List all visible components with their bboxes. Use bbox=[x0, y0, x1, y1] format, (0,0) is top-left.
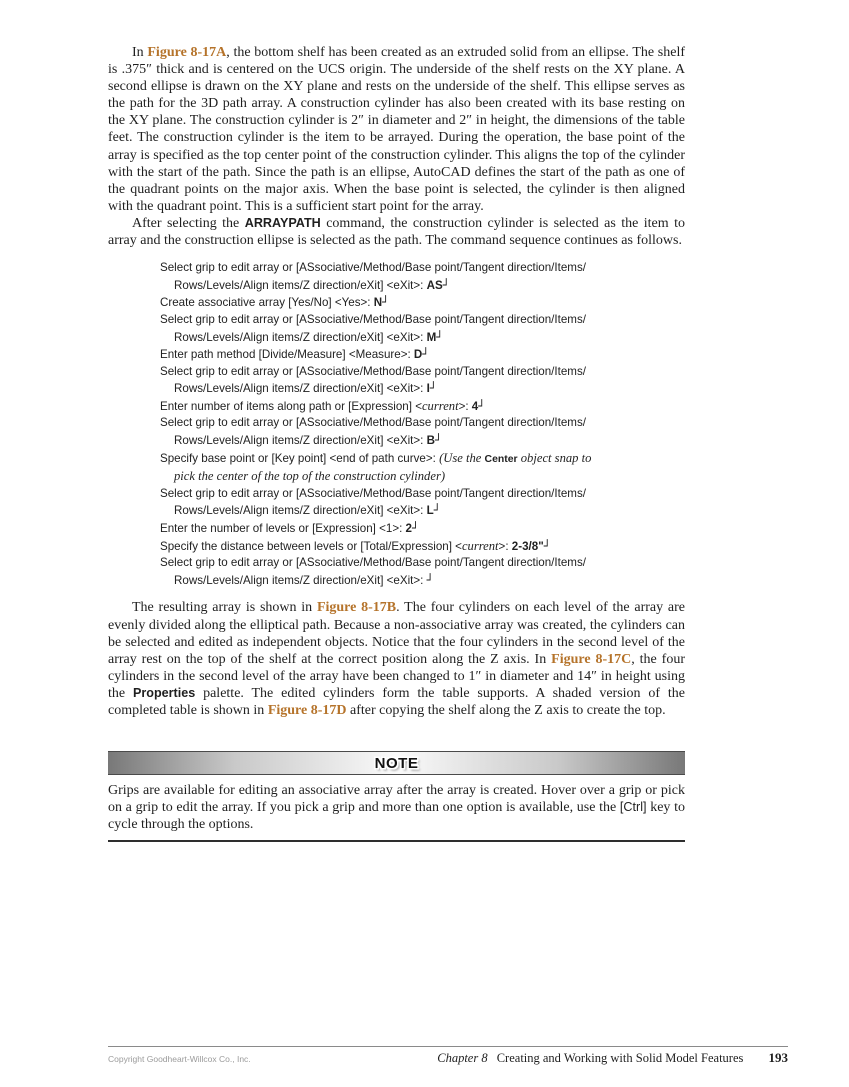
text-segment: Rows/Levels/Align items/Z direction/eXit] <eXit>: bbox=[174, 434, 427, 448]
command-line bbox=[160, 364, 685, 381]
text-segment: ┘ bbox=[436, 329, 444, 344]
text-segment: 2-3/8" bbox=[511, 539, 544, 553]
text-segment: Rows/Levels/Align items/Z direction/eXit] <eXit>: bbox=[174, 382, 427, 396]
resulting-array-paragraph bbox=[108, 599, 685, 719]
text-segment: (Use the bbox=[439, 450, 485, 465]
text-segment: Enter the number of levels or [Expression] <1>: bbox=[160, 522, 406, 536]
command-line bbox=[160, 398, 685, 416]
copyright-notice: Copyright Goodheart-Willcox Co., Inc. bbox=[108, 1054, 251, 1064]
arraypath-paragraph bbox=[108, 215, 685, 249]
text-segment: AS bbox=[426, 278, 443, 292]
text-segment: 4 bbox=[471, 399, 479, 413]
text-segment: ┘ bbox=[478, 398, 486, 413]
page-number: 193 bbox=[768, 1050, 788, 1065]
text-segment: 2 bbox=[405, 522, 412, 536]
text-segment: The resulting array is shown in bbox=[132, 600, 317, 616]
command-line bbox=[160, 260, 685, 277]
text-segment: ┘ bbox=[426, 572, 434, 587]
text-segment: pick the center of the top of the construction cylinder) bbox=[174, 469, 446, 484]
chapter-title: Creating and Working with Solid Model Features bbox=[496, 1051, 744, 1065]
text-segment: >: bbox=[498, 539, 512, 553]
text-segment: Center bbox=[484, 453, 518, 465]
text-segment: current bbox=[421, 398, 459, 413]
text-segment: D bbox=[413, 348, 423, 362]
text-segment: Specify base point or [Key point] <end of path curve>: bbox=[160, 451, 440, 465]
figure-reference: Figure 8-17B bbox=[316, 600, 397, 616]
text-segment: ┘ bbox=[429, 381, 437, 396]
text-segment: Select grip to edit array or [ASsociative/Method/Base point/Tangent direction/Items/ bbox=[160, 312, 586, 326]
text-segment: palette. The edited cylinders form the table supports. A shaded version of the completed table is shown in bbox=[108, 685, 685, 718]
text-segment: Select grip to edit array or [ASsociative/Method/Base point/Tangent direction/Items/ bbox=[160, 486, 586, 500]
text-segment: ┘ bbox=[433, 503, 441, 518]
figure-reference: Figure 8-17A bbox=[147, 45, 227, 60]
text-segment: [Ctrl] bbox=[619, 800, 647, 815]
text-segment: Select grip to edit array or [ASsociative/Method/Base point/Tangent direction/Items/ bbox=[160, 556, 586, 570]
text-segment: , the four cylinders in the second level of the array have been changed to 1″ in diameter and 14″ in height using the bbox=[108, 651, 685, 701]
command-line bbox=[160, 520, 685, 538]
command-line bbox=[160, 538, 685, 556]
text-segment: . The four cylinders on each level of the array are evenly divided along the elliptical path. Because a non-associative array was created, the cylinders can be selected and edited as independent objects. Notice that the four cylinders in the second level of the array rest on the top of the shelf at the correct position along the Z axis. In bbox=[108, 600, 685, 667]
note-bottom-rule bbox=[108, 840, 685, 842]
figure-reference: Figure 8-17C bbox=[551, 651, 632, 667]
text-segment: Select grip to edit array or [ASsociative/Method/Base point/Tangent direction/Items/ bbox=[160, 261, 586, 275]
note-paragraph bbox=[108, 782, 685, 833]
text-segment: N bbox=[373, 296, 383, 310]
command-line bbox=[160, 329, 685, 347]
command-line bbox=[160, 502, 685, 520]
command-line bbox=[160, 294, 685, 312]
text-segment: Enter path method [Divide/Measure] <Measure>: bbox=[160, 348, 414, 362]
footer-chapter-info bbox=[437, 1050, 788, 1066]
text-segment: current bbox=[461, 538, 499, 553]
text-segment: ┘ bbox=[411, 521, 419, 536]
text-segment: ARRAYPATH bbox=[244, 215, 321, 230]
text-segment: L bbox=[426, 504, 434, 518]
text-segment: Enter number of items along path or [Expression] < bbox=[160, 399, 422, 413]
command-sequence bbox=[160, 260, 685, 589]
note-heading: NOTE bbox=[374, 754, 419, 772]
command-line bbox=[160, 277, 685, 295]
note-bar bbox=[108, 751, 685, 775]
text-segment: ┘ bbox=[442, 277, 450, 292]
command-line bbox=[160, 380, 685, 398]
text-segment: ┘ bbox=[422, 347, 430, 362]
command-line bbox=[160, 450, 685, 469]
page-content bbox=[108, 44, 685, 842]
command-line bbox=[160, 572, 685, 590]
text-segment: Select grip to edit array or [ASsociative/Method/Base point/Tangent direction/Items/ bbox=[160, 416, 586, 430]
text-segment: >: bbox=[458, 399, 472, 413]
command-line bbox=[160, 346, 685, 364]
command-line bbox=[160, 415, 685, 432]
figure-reference: Figure 8-17D bbox=[267, 702, 347, 718]
text-segment: object snap to bbox=[517, 450, 592, 465]
text-segment: I bbox=[426, 382, 430, 396]
intro-paragraph bbox=[108, 44, 685, 215]
text-segment: , the bottom shelf has been created as an extruded solid from an ellipse. The shelf is .375″ thick and is centered on the UCS origin. The underside of the shelf rests on the XY plane. A second ellipse is drawn on the XY plane and rests on the underside of the shelf. This ellipse serves as the path for the 3D path array. A construction cylinder has also been created with its base resting on the XY plane. The construction cylinder is 2″ in diameter and 2″ in height, the dimensions of the table feet. The construction cylinder is the item to be arrayed. During the operation, the base point of the array is specified as the top center point of the construction cylinder. This aligns the top of the cylinder with the start of the path. Since the path is an ellipse, AutoCAD defines the start of the path as one of the quadrant points on the major axis. When the base point is selected, the cylinder is then aligned with the quadrant point. This is a sufficient start point for the array. bbox=[108, 45, 685, 214]
chapter-label: Chapter 8 bbox=[437, 1051, 488, 1065]
text-segment: Rows/Levels/Align items/Z direction/eXit] <eXit>: bbox=[174, 278, 427, 292]
text-segment: Rows/Levels/Align items/Z direction/eXit] <eXit>: bbox=[174, 330, 427, 344]
command-line bbox=[160, 486, 685, 503]
text-segment: In bbox=[132, 45, 148, 60]
text-segment: command, the construction cylinder is selected as the item to array and the construction ellipse is selected as the path. The command sequence continues as follows. bbox=[108, 215, 685, 249]
page-footer bbox=[108, 1046, 788, 1066]
command-line bbox=[160, 312, 685, 329]
command-line bbox=[160, 468, 685, 486]
command-line bbox=[160, 555, 685, 572]
text-segment: Rows/Levels/Align items/Z direction/eXit] <eXit>: bbox=[174, 573, 427, 587]
text-segment: B bbox=[426, 434, 435, 448]
text-segment: Grips are available for editing an associative array after the array is created. Hover over a grip or pick on a grip to edit the array. If you pick a grip and more than one option is available, use the bbox=[108, 783, 685, 816]
text-segment: key to cycle through the options. bbox=[108, 800, 685, 833]
text-segment: Properties bbox=[132, 685, 196, 700]
text-segment: Specify the distance between levels or [Total/Expression] < bbox=[160, 539, 462, 553]
command-line bbox=[160, 432, 685, 450]
text-segment: Rows/Levels/Align items/Z direction/eXit] <eXit>: bbox=[174, 504, 427, 518]
text-segment: ┘ bbox=[434, 433, 442, 448]
text-segment: after copying the shelf along the Z axis to create the top. bbox=[346, 702, 666, 718]
text-segment: M bbox=[426, 330, 437, 344]
text-segment: After selecting the bbox=[132, 215, 245, 231]
text-segment: Create associative array [Yes/No] <Yes>: bbox=[160, 296, 374, 310]
text-segment: ┘ bbox=[543, 538, 551, 553]
text-segment: Select grip to edit array or [ASsociative/Method/Base point/Tangent direction/Items/ bbox=[160, 364, 586, 378]
text-segment: ┘ bbox=[382, 295, 390, 310]
